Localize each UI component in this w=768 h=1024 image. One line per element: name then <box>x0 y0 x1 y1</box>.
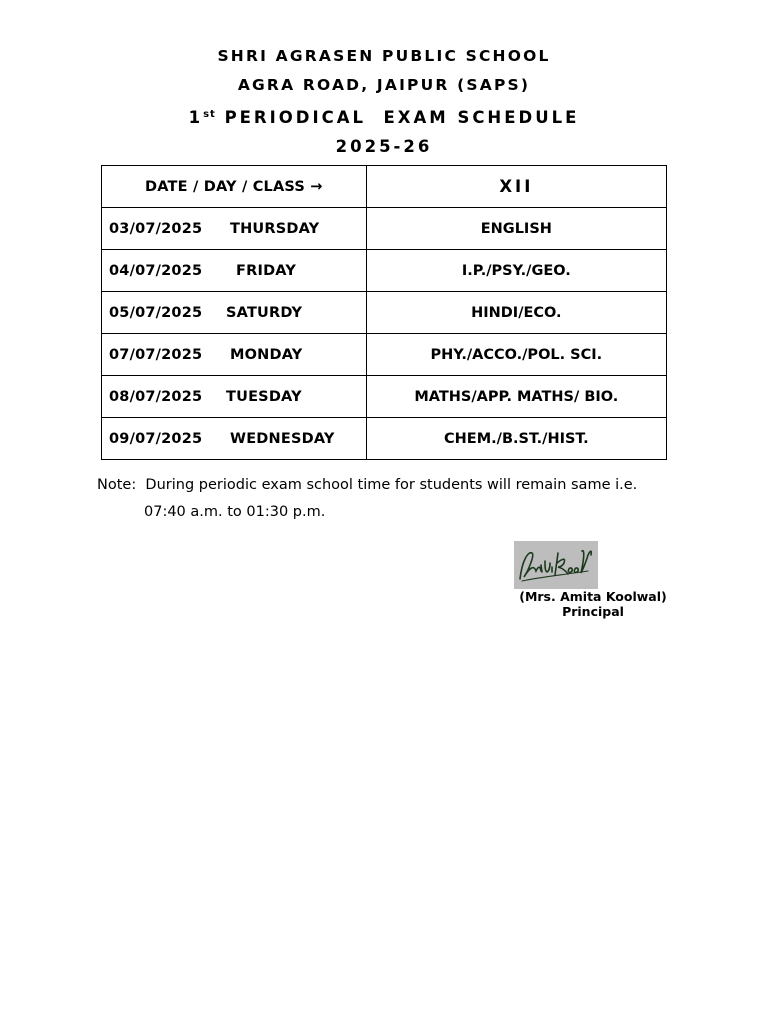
note <box>97 472 637 526</box>
exam-date: 04/07/2025 <box>109 262 203 279</box>
exam-day: SATURDY <box>226 304 303 321</box>
principal-name: (Mrs. Amita Koolwal) <box>519 589 667 604</box>
exam-day: FRIDAY <box>236 262 297 279</box>
exam-date: 03/07/2025 <box>109 220 203 237</box>
subject-cell: I.P./PSY./GEO. <box>366 250 666 292</box>
document-header <box>0 42 768 161</box>
table-row <box>102 334 667 376</box>
exam-day: TUESDAY <box>226 388 302 405</box>
exam-date: 08/07/2025 <box>109 388 203 405</box>
exam-date: 07/07/2025 <box>109 346 203 363</box>
table-row <box>102 376 667 418</box>
date-day-cell <box>102 250 367 292</box>
school-name: SHRI AGRASEN PUBLIC SCHOOL <box>217 47 551 65</box>
date-day-cell <box>102 334 367 376</box>
exam-date: 09/07/2025 <box>109 430 203 447</box>
exam-day: WEDNESDAY <box>230 430 335 447</box>
date-day-cell <box>102 418 367 460</box>
school-address: AGRA ROAD, JAIPUR (SAPS) <box>237 76 531 94</box>
subject-cell: HINDI/ECO. <box>366 292 666 334</box>
exam-day: THURSDAY <box>230 220 320 237</box>
table-row <box>102 250 667 292</box>
exam-ordinal-suffix: st <box>203 109 216 120</box>
subject-cell: ENGLISH <box>366 208 666 250</box>
exam-day: MONDAY <box>230 346 303 363</box>
subject-cell: PHY./ACCO./POL. SCI. <box>366 334 666 376</box>
signature-image <box>514 541 598 589</box>
note-line-1: Note: During periodic exam school time for students will remain same i.e. <box>97 477 638 493</box>
exam-schedule-table <box>101 165 667 460</box>
exam-ordinal: 1 <box>188 108 204 127</box>
date-day-cell <box>102 376 367 418</box>
exam-title-text: PERIODICAL EXAM SCHEDULE <box>224 108 580 127</box>
session-year: 2025-26 <box>335 137 433 156</box>
class-header: XII <box>366 166 666 208</box>
note-line-2: 07:40 a.m. to 01:30 p.m. <box>144 504 326 520</box>
table-row <box>102 208 667 250</box>
table-header-row <box>102 166 667 208</box>
date-day-cell <box>102 292 367 334</box>
exam-date: 05/07/2025 <box>109 304 203 321</box>
date-day-class-header: DATE / DAY / CLASS → <box>102 166 367 208</box>
date-day-cell <box>102 208 367 250</box>
subject-cell: CHEM./B.ST./HIST. <box>366 418 666 460</box>
table-row <box>102 418 667 460</box>
subject-cell: MATHS/APP. MATHS/ BIO. <box>366 376 666 418</box>
principal-designation: Principal <box>562 604 624 619</box>
exam-title <box>0 100 768 132</box>
signature-block <box>505 589 681 619</box>
table-row <box>102 292 667 334</box>
